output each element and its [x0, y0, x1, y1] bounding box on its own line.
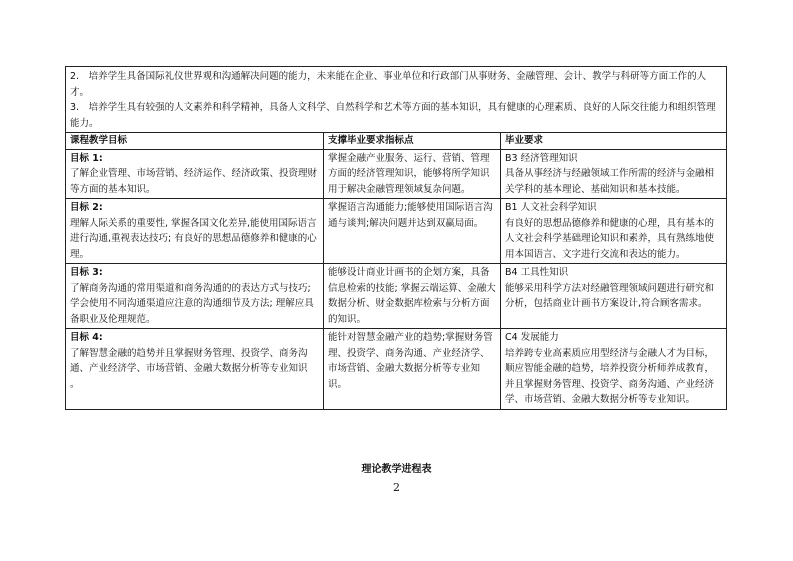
curriculum-table: [65, 66, 727, 410]
requirement-text: 能够采用科学方法对经融管理领域问题进行研究和分析，包括商业计画书方案设计,符合顾客需求。: [505, 282, 715, 309]
header-graduation-requirement: 毕业要求: [501, 133, 727, 150]
table-row: [66, 329, 727, 410]
goal-title: 目标 2:: [70, 202, 103, 213]
requirement-title: B1 人文社会科学知识: [505, 202, 597, 213]
requirement-cell: [501, 329, 727, 410]
goal-title: 目标 4:: [70, 332, 103, 343]
table-header-row: [66, 133, 727, 150]
requirement-text: 具备从事经济与经融领域工作所需的经济与金融相关学科的基本理论、基础知识和基本技能。: [505, 168, 715, 195]
header-indicator: 支撑毕业要求指标点: [324, 133, 501, 150]
header-course-goal: 课程教学目标: [66, 133, 324, 150]
requirement-title: B4 工具性知识: [505, 267, 569, 278]
goal-text: 理解人际关系的重要性, 掌握各国文化差异,能使用国际语言进行沟通,重视表达技巧; 有良好的思想品德修养和健康的心理。: [70, 217, 317, 260]
indicator-cell: 能针对智慧金融产业的趋势;掌握财务管理、投资学、商务沟通、产业经济学、市场营销、金融大数据分析等专业知识。: [324, 329, 501, 410]
requirement-cell: [501, 199, 727, 264]
requirement-cell: [501, 149, 727, 199]
requirement-title: C4 发展能力: [505, 332, 559, 343]
table-caption: 理论教学进程表: [361, 464, 432, 475]
goal-title: 目标 3:: [70, 267, 103, 278]
indicator-cell: 掌握语言沟通能力;能够使用国际语言沟通与谈判;解决问题并达到双赢局面。: [324, 199, 501, 264]
requirement-cell: [501, 264, 727, 329]
table-row: [66, 264, 727, 329]
goal-text: 了解企业管理、市场营销、经济运作、经济政策、投资理财等方面的基本知识。: [70, 168, 318, 195]
requirement-text: 有良好的思想品德修养和健康的心理，具有基本的人文社会科学基础理论知识和素养，具有熟练地使用本国语言、文字进行交流和表达的能力。: [505, 217, 715, 260]
requirement-title: B3 经济管理知识: [505, 152, 578, 164]
goal-text: 了解商务沟通的常用渠道和商务沟通的的表达方式与技巧;学会使用不同沟通渠道应注意的沟通细节及方法; 理解应具备职业及伦理规范。: [70, 282, 314, 325]
goal-cell: [66, 264, 324, 329]
table-row: [66, 149, 727, 199]
intro-line-2: 2. 培养学生具备国际礼仪世界观和沟通解决问题的能力，未来能在企业、事业单位和行政部门从事财务、金融管理、会计、教学与科研等方面工作的人才。: [70, 71, 707, 98]
goal-title: 目标 1:: [70, 152, 103, 164]
goal-cell: [66, 199, 324, 264]
intro-row: [66, 67, 727, 133]
page-number: 2: [393, 481, 400, 494]
goal-extra: 。: [70, 378, 80, 390]
indicator-cell: 掌握金融产业服务、运行、营销、管理方面的经济管理知识，能够将所学知识用于解决金融管理领域复杂问题。: [324, 149, 501, 199]
goal-cell: [66, 329, 324, 410]
indicator-cell: 能够设计商业计画书的企划方案，具备信息检索的技能; 掌握云端运算、金融大数据分析、财金数据库检索与分析方面的知识。: [324, 264, 501, 329]
goal-cell: [66, 149, 324, 199]
intro-line-3: 3. 培养学生具有较强的人文素养和科学精神，具备人文科学、自然科学和艺术等方面的基本知识，具有健康的心理素质、良好的人际交往能力和组织管理能力。: [70, 102, 716, 129]
table-row: [66, 199, 727, 264]
requirement-text: 培养跨专业高素质应用型经济与金融人才为目标，顺应智能金融的趋势，培养投资分析师养成教育，并且掌握财务管理、投资学、商务沟通、产业经济学、市场营销、金融大数据分析等专业知识。: [505, 347, 715, 405]
goal-text: 了解智慧金融的趋势并且掌握财务管理、投资学、商务沟通、产业经济学、市场营销、金融大数据分析等专业知识: [70, 347, 308, 374]
